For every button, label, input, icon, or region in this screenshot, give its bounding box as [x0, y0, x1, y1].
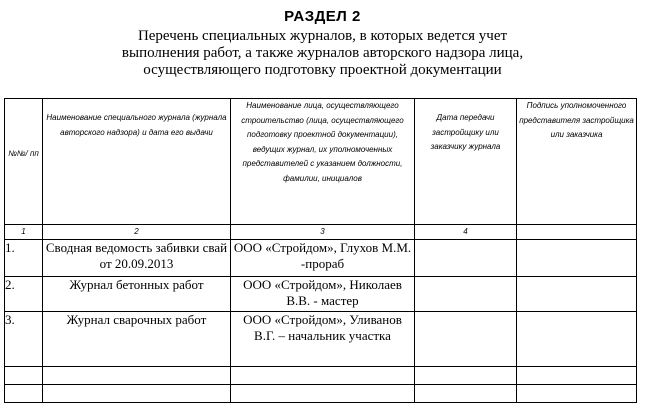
heading-line-1: Перечень специальных журналов, в которых ведется учет — [137, 28, 508, 44]
empty-table-row — [5, 367, 637, 385]
journal-name-cell: Сводная ведомость забивки свай от 20.09.2013 — [43, 240, 231, 277]
signature-cell — [517, 240, 637, 277]
transfer-date-cell — [415, 312, 517, 367]
transfer-date-cell — [415, 277, 517, 312]
empty-cell — [415, 367, 517, 385]
responsible-person-cell: ООО «Стройдом», Николаев В.В. - мастер — [231, 277, 415, 312]
empty-cell — [5, 367, 43, 385]
empty-cell — [517, 385, 637, 403]
empty-cell — [231, 367, 415, 385]
journal-name-cell: Журнал бетонных работ — [43, 277, 231, 312]
column-number-row — [5, 225, 637, 240]
table-row — [5, 240, 637, 277]
empty-cell — [231, 385, 415, 403]
row-number: 1. — [5, 240, 43, 277]
empty-cell — [5, 385, 43, 403]
table-row — [5, 277, 637, 312]
header-signature: Подпись уполномоченного представителя застройщика или заказчика — [517, 99, 637, 225]
table-row — [5, 312, 637, 367]
empty-cell — [415, 385, 517, 403]
row-number: 2. — [5, 277, 43, 312]
header-responsible-person: Наименование лица, осуществляющего строительство (лица, осуществляющего подготовку проектной документации), ведущих журнал, их уполномоченных представителей с указанием должности, фамилии, инициалов — [231, 99, 415, 225]
heading-line-2: выполнения работ, а также журналов авторского надзора лица, — [121, 45, 524, 61]
column-number-1: 1 — [5, 225, 43, 240]
header-transfer-date: Дата передачи застройщику или заказчику журнала — [415, 99, 517, 225]
empty-cell — [43, 385, 231, 403]
empty-cell — [517, 367, 637, 385]
signature-cell — [517, 277, 637, 312]
column-number-4: 4 — [415, 225, 517, 240]
column-number-3: 3 — [231, 225, 415, 240]
header-journal-name: Наименование специального журнала (журнала авторского надзора) и дата его выдачи — [43, 99, 231, 225]
responsible-person-cell: ООО «Стройдом», Уливанов В.Г. – начальник участка — [231, 312, 415, 367]
signature-cell — [517, 312, 637, 367]
row-number: 3. — [5, 312, 43, 367]
journals-table — [4, 98, 637, 403]
empty-cell — [43, 367, 231, 385]
column-number-2: 2 — [43, 225, 231, 240]
transfer-date-cell — [415, 240, 517, 277]
document-heading — [60, 28, 585, 79]
responsible-person-cell: ООО «Стройдом», Глухов М.М. -прораб — [231, 240, 415, 277]
column-number-5 — [517, 225, 637, 240]
table-header-row — [5, 99, 637, 225]
section-title: РАЗДЕЛ 2 — [284, 8, 361, 25]
journal-name-cell: Журнал сварочных работ — [43, 312, 231, 367]
heading-line-3: осуществляющего подготовку проектной документации — [143, 62, 502, 78]
empty-table-row — [5, 385, 637, 403]
header-number: №№/ пп — [5, 99, 43, 225]
